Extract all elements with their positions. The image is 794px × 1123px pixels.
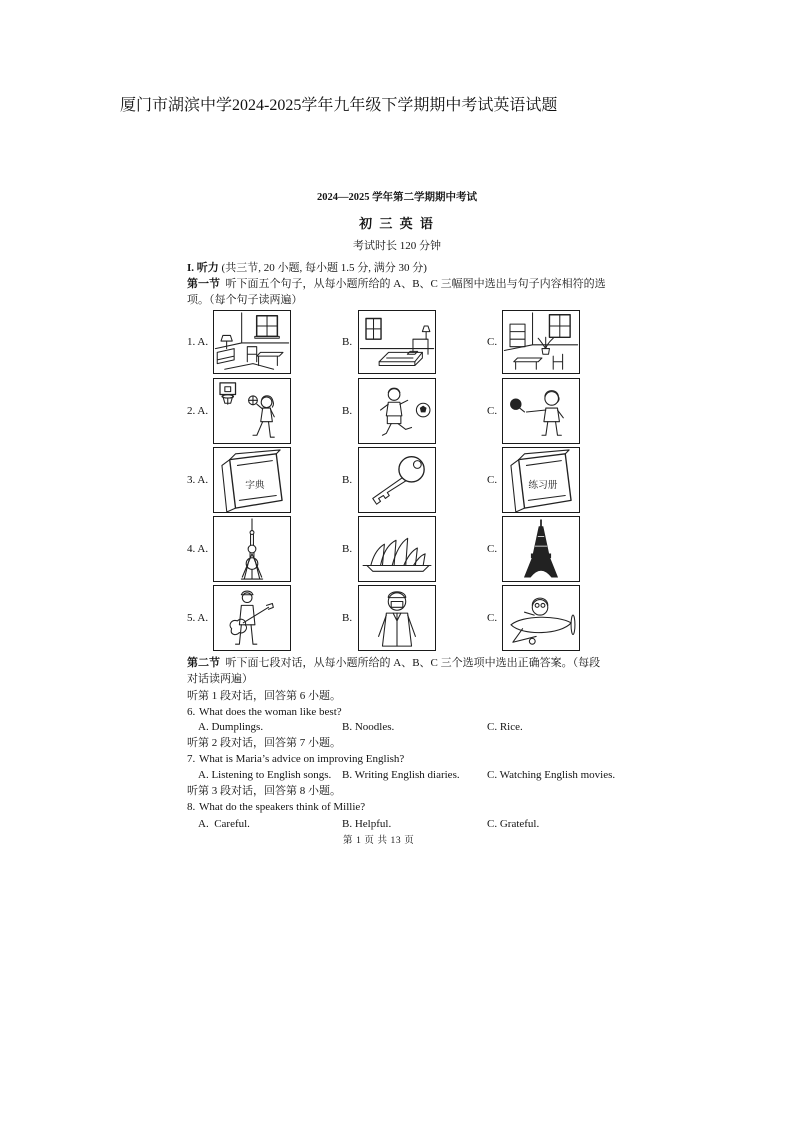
q4-label-b: B. — [342, 543, 353, 555]
dictionary-book-icon — [214, 448, 290, 512]
listening-header — [187, 261, 427, 275]
q7-option-b: B. Writing English diaries. — [342, 769, 460, 781]
q5-option-b-picture — [358, 585, 436, 651]
dictionary-label: 字典 — [245, 479, 265, 491]
exam-duration: 考试时长 120 分钟 — [353, 240, 441, 252]
q4-option-b-picture — [358, 516, 436, 582]
section2-label: 第二节 — [187, 657, 220, 669]
section1-label: 第一节 — [187, 278, 220, 290]
q3-label-b: B. — [342, 474, 353, 486]
q8-option-b: B. Helpful. — [342, 818, 392, 830]
section2-instruction-text: 听下面七段对话，从每小题所给的 A、B、C 三个选项中选出正确答案。（每段 — [220, 657, 601, 669]
q3-option-c-picture — [502, 447, 580, 513]
soccer-player-icon — [359, 379, 435, 443]
q7-option-a: A. Listening to English songs. — [198, 769, 332, 781]
q3-label-a: 3. A. — [187, 474, 209, 486]
q2-option-b-picture — [358, 378, 436, 444]
section1-instruction-text: 听下面五个句子，从每小题所给的 A、B、C 三幅图中选出与句子内容相符的选 — [220, 278, 606, 290]
room-with-shelf-icon — [503, 311, 579, 373]
q1-option-c-picture — [502, 310, 580, 374]
q8-question: What do the speakers think of Millie? — [199, 801, 366, 813]
workbook-label: 练习册 — [528, 479, 558, 491]
q8-option-c: C. Grateful. — [487, 818, 540, 830]
q3-label-c: C. — [487, 474, 498, 486]
sydney-opera-house-icon — [359, 517, 435, 581]
q5-label-c: C. — [487, 612, 498, 624]
bedroom-icon — [359, 311, 435, 373]
q6-option-c: C. Rice. — [487, 721, 523, 733]
q7-question: What is Maria’s advice on improving English? — [199, 753, 405, 765]
q1-label-a: 1. A. — [187, 336, 209, 348]
key-icon — [359, 448, 435, 512]
page-heading: 厦门市湖滨中学2024-2025学年九年级下学期期中考试英语试题 — [120, 97, 558, 114]
q6-number: 6. — [187, 706, 196, 718]
q5-option-a-picture — [213, 585, 291, 651]
guitarist-icon — [214, 586, 290, 650]
q4-option-a-picture — [213, 516, 291, 582]
q5-label-a: 5. A. — [187, 612, 209, 624]
listening-scoring: (共三节, 20 小题, 每小题 1.5 分, 满分 30 分) — [218, 262, 427, 274]
ping-pong-player-icon — [503, 379, 579, 443]
q7-option-c: C. Watching English movies. — [487, 769, 616, 781]
q5-option-c-picture — [502, 585, 580, 651]
q2-label-a: 2. A. — [187, 405, 209, 417]
section1-instruction — [187, 277, 606, 291]
dialogue3-intro: 听第 3 段对话，回答第 8 小题。 — [187, 785, 341, 797]
section1-instruction-cont: 项。（每个句子读两遍） — [187, 294, 303, 306]
q6-option-a: A. Dumplings. — [198, 721, 264, 733]
q1-option-b-picture — [358, 310, 436, 374]
oriental-pearl-tower-icon — [214, 517, 290, 581]
listening-title: I. 听力 — [187, 262, 219, 274]
pilot-icon — [503, 586, 579, 650]
page-footer: 第 1 页 共 13 页 — [343, 836, 415, 846]
q4-option-c-picture — [502, 516, 580, 582]
exam-term: 2024—2025 学年第二学期期中考试 — [316, 192, 478, 203]
basketball-player-icon — [214, 379, 290, 443]
section2-instruction — [187, 656, 600, 670]
living-room-icon — [214, 311, 290, 373]
q2-option-c-picture — [502, 378, 580, 444]
q2-label-c: C. — [487, 405, 498, 417]
q7-number: 7. — [187, 753, 196, 765]
q4-label-a: 4. A. — [187, 543, 209, 555]
dialogue2-intro: 听第 2 段对话，回答第 7 小题。 — [187, 737, 341, 749]
q4-label-c: C. — [487, 543, 498, 555]
q1-option-a-picture — [213, 310, 291, 374]
workbook-icon — [503, 448, 579, 512]
section2-instruction-cont: 对话读两遍） — [187, 673, 253, 685]
q8-number: 8. — [187, 801, 196, 813]
q8-option-a: A. Careful. — [198, 818, 250, 830]
q2-option-a-picture — [213, 378, 291, 444]
doctor-icon — [359, 586, 435, 650]
q3-option-a-picture — [213, 447, 291, 513]
q6-option-b: B. Noodles. — [342, 721, 395, 733]
q1-label-c: C. — [487, 336, 498, 348]
q3-option-b-picture — [358, 447, 436, 513]
eiffel-tower-icon — [503, 517, 579, 581]
dialogue1-intro: 听第 1 段对话，回答第 6 小题。 — [187, 690, 341, 702]
q2-label-b: B. — [342, 405, 353, 417]
q5-label-b: B. — [342, 612, 353, 624]
q1-label-b: B. — [342, 336, 353, 348]
exam-subject: 初 三 英 语 — [359, 216, 435, 231]
q6-question: What does the woman like best? — [199, 706, 342, 718]
